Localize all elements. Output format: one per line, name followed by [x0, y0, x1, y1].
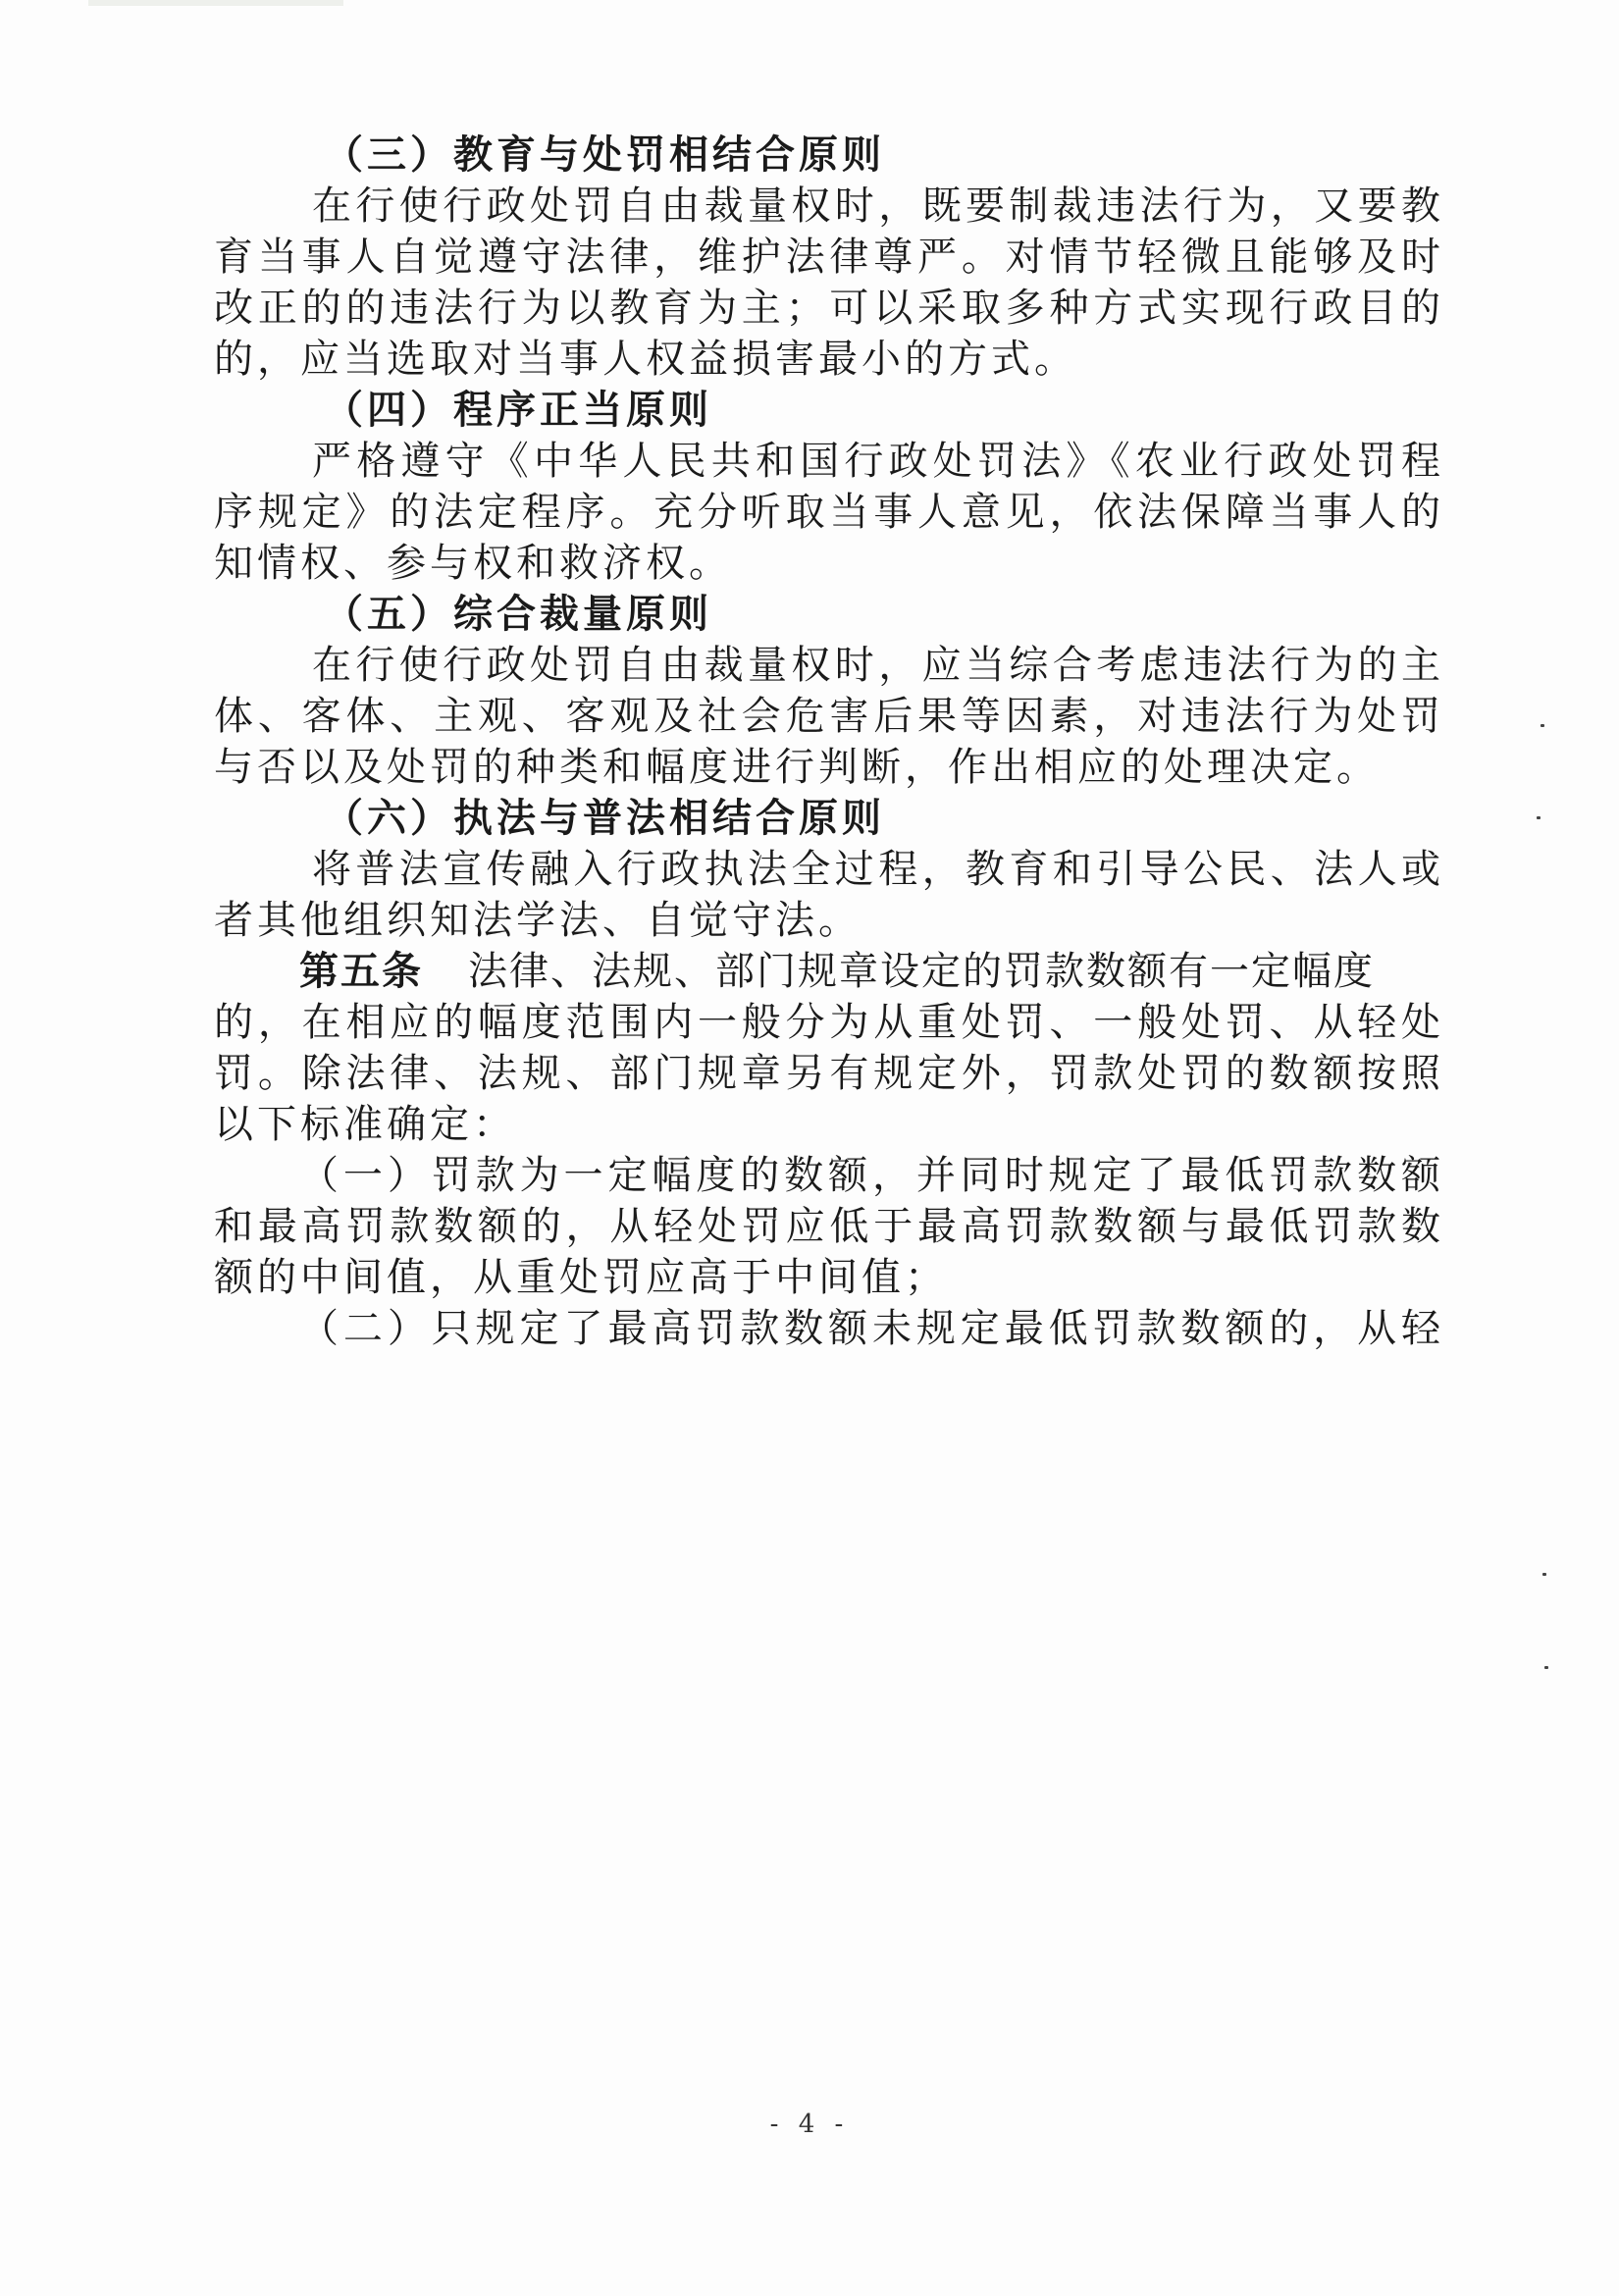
paragraph-line: 的，在相应的幅度范围内一般分为从重处罚、一般处罚、从轻处	[214, 1000, 1440, 1045]
paragraph-line: 知情权、参与权和救济权。	[214, 541, 732, 586]
scan-speck	[1544, 1666, 1548, 1669]
paragraph-line: 序规定》的法定程序。充分听取当事人意见，依法保障当事人的	[214, 490, 1440, 535]
clause-line: 和最高罚款数额的，从轻处罚应低于最高罚款数额与最低罚款数	[214, 1204, 1440, 1249]
clause-line: 额的中间值，从重处罚应高于中间值；	[214, 1255, 948, 1300]
paragraph-line: 者其他组织知法学法、自觉守法。	[214, 898, 862, 943]
page-number: - 4 -	[769, 2110, 850, 2139]
article-text: 法律、法规、部门规章设定的罚款数额有一定幅度	[468, 949, 1375, 994]
section-heading-5: （五）综合裁量原则	[324, 592, 712, 637]
article-label: 第五条	[299, 949, 423, 994]
scan-speck	[1541, 724, 1544, 727]
paragraph-line: 育当事人自觉遵守法律，维护法律尊严。对情节轻微且能够及时	[214, 235, 1440, 280]
section-heading-6: （六）执法与普法相结合原则	[324, 796, 885, 841]
paragraph-line: 改正的的违法行为以教育为主；可以采取多种方式实现行政目的	[214, 286, 1440, 331]
paragraph-line: 在行使行政处罚自由裁量权时，既要制裁违法行为，又要教	[312, 183, 1440, 229]
paragraph-line: 体、客体、主观、客观及社会危害后果等因素，对违法行为处罚	[214, 694, 1440, 739]
scan-edge-mark	[88, 0, 343, 6]
clause-line: （一）罚款为一定幅度的数额，并同时规定了最低罚款数额	[299, 1153, 1440, 1198]
paragraph-line: 将普法宣传融入行政执法全过程，教育和引导公民、法人或	[312, 847, 1440, 892]
scan-speck	[1537, 816, 1541, 819]
clause-line: （二）只规定了最高罚款数额未规定最低罚款数额的，从轻	[299, 1306, 1440, 1351]
paragraph-line: 严格遵守《中华人民共和国行政处罚法》《农业行政处罚程	[312, 439, 1440, 484]
section-heading-4: （四）程序正当原则	[324, 388, 712, 433]
paragraph-line: 与否以及处罚的种类和幅度进行判断，作出相应的处理决定。	[214, 745, 1380, 790]
paragraph-line: 以下标准确定：	[214, 1102, 516, 1147]
paragraph-line: 罚。除法律、法规、部门规章另有规定外，罚款处罚的数额按照	[214, 1051, 1440, 1096]
paragraph-line: 在行使行政处罚自由裁量权时，应当综合考虑违法行为的主	[312, 643, 1440, 688]
section-heading-3: （三）教育与处罚相结合原则	[324, 132, 885, 178]
paragraph-line: 的，应当选取对当事人权益损害最小的方式。	[214, 337, 1077, 382]
article-five-first-line	[299, 946, 1440, 997]
scan-speck	[1542, 1573, 1546, 1576]
